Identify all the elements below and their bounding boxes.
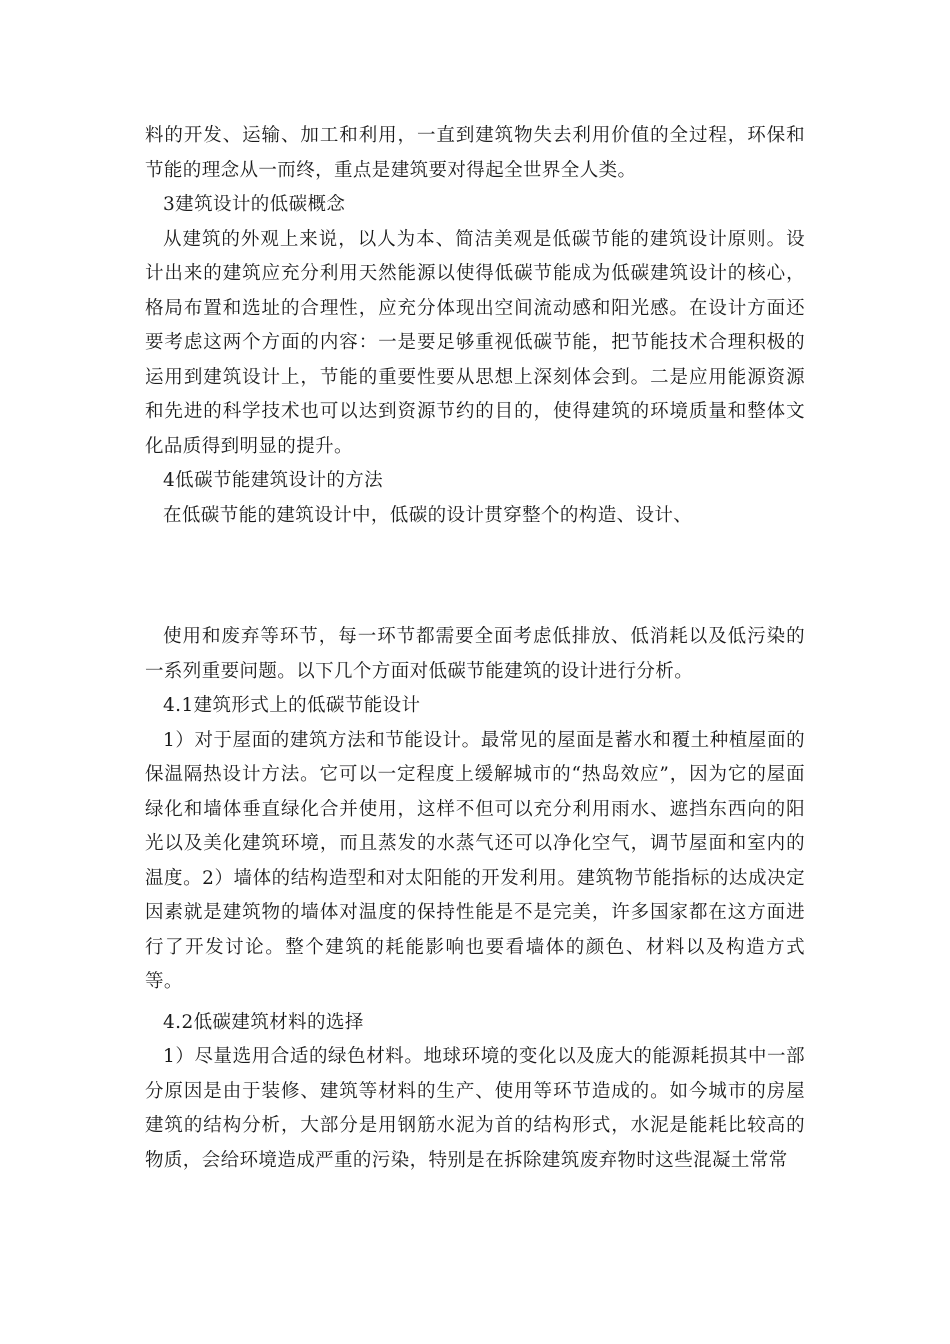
paragraph-4-start: 在低碳节能的建筑设计中，低碳的设计贯穿整个的构造、设计、 [163, 504, 693, 526]
section-heading-4-1: 4.1建筑形式上的低碳节能设计 [163, 695, 421, 716]
section-heading-3: 3建筑设计的低碳概念 [163, 194, 346, 215]
paragraph-continuation: 料的开发、运输、加工和利用，一直到建筑物失去利用价值的全过程，环保和节能的理念从一而终，重点是建筑要对得起全世界全人类。 [145, 125, 805, 181]
text-section-bottom [145, 620, 805, 1178]
paragraph-4-1: 1）对于屋面的建筑方法和节能设计。最常见的屋面是蓄水和覆土种植屋面的保温隔热设计方法。它可以一定程度上缓解城市的“热岛效应”，因为它的屋面绿化和墙体垂直绿化合并使用，这样不但可以充分利用雨水、遮挡东西向的阳光以及美化建筑环境，而且蒸发的水蒸气还可以净化空气，调节屋面和室内的温度。2）墙体的结构造型和对太阳能的开发利用。建筑物节能指标的达成决定因素就是建筑物的墙体对温度的保持性能是不是完美，许多国家都在这方面进行了开发讨论。整个建筑的耗能影响也要看墙体的颜色、材料以及构造方式等。 [145, 729, 805, 992]
text-section-top [145, 119, 805, 533]
paragraph-4-2: 1）尽量选用合适的绿色材料。地球环境的变化以及庞大的能源耗损其中一部分原因是由于装修、建筑等材料的生产、使用等环节造成的。如今城市的房屋建筑的结构分析，大部分是用钢筋水泥为首的结构形式，水泥是能耗比较高的物质，会给环境造成严重的污染，特别是在拆除建筑废弃物时这些混凝土常常 [145, 1046, 805, 1171]
section-heading-4-2: 4.2低碳建筑材料的选择 [163, 1011, 364, 1033]
paragraph-4-continuation: 使用和废弃等环节，每一环节都需要全面考虑低排放、低消耗以及低污染的一系列重要问题。以下几个方面对低碳节能建筑的设计进行分析。 [145, 626, 805, 682]
section-heading-4: 4低碳节能建筑设计的方法 [163, 470, 384, 491]
paragraph-3: 从建筑的外观上来说，以人为本、简洁美观是低碳节能的建筑设计原则。设计出来的建筑应充分利用天然能源以使得低碳节能成为低碳建筑设计的核心，格局布置和选址的合理性，应充分体现出空间流动感和阳光感。在设计方面还要考虑这两个方面的内容：一是要足够重视低碳节能，把节能技术合理积极的运用到建筑设计上，节能的重要性要从思想上深刻体会到。二是应用能源资源和先进的科学技术也可以达到资源节约的目的，使得建筑的环境质量和整体文化品质得到明显的提升。 [145, 228, 805, 457]
